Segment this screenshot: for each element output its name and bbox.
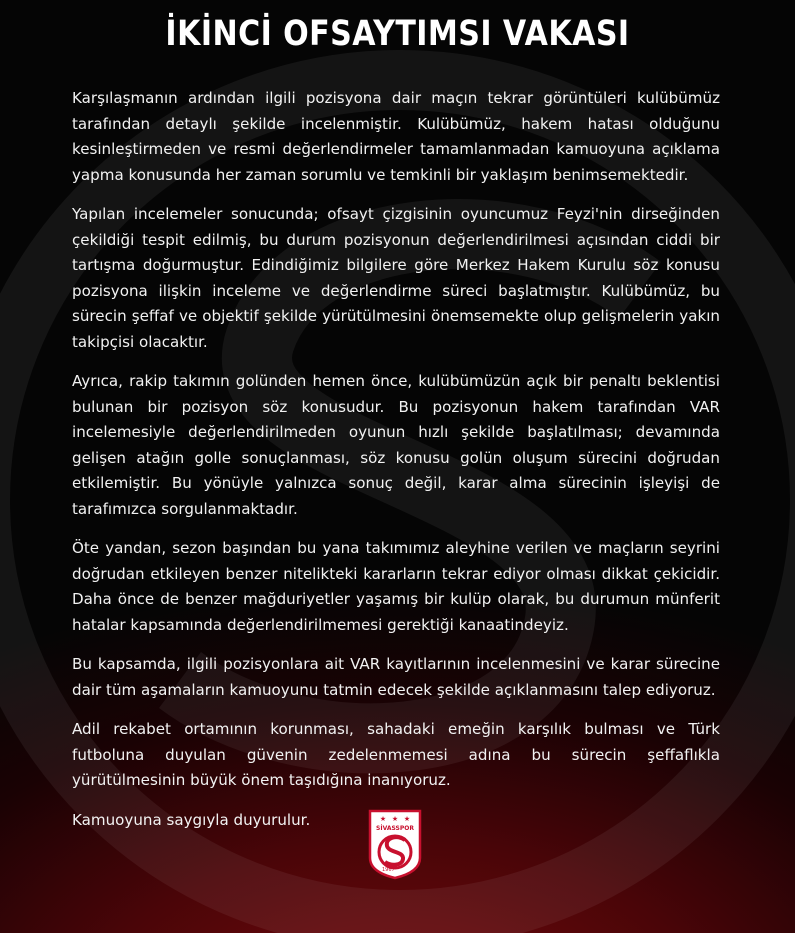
- paragraph: Yapılan incelemeler sonucunda; ofsayt çizgisinin oyuncumuz Feyzi'nin dirseğinden çekildiği tespit edilmiş, bu durum pozisyonun değerlendirilmesi açısından ciddi bir tartışma doğurmuştur. Edindiğimiz bilgilere göre Merkez Hakem Kurulu söz konusu pozisyona ilişkin inceleme ve değerlendirme süreci başlatmıştır. Kulübümüz, bu sürecin şeffaf ve objektif şekilde yürütülmesini önemsemekte olup gelişmelerin yakın takipçisi olacaktır.: [72, 205, 720, 351]
- closing-line: Kamuoyuna saygıyla duyurulur.: [72, 810, 311, 829]
- svg-text:★: ★: [403, 815, 411, 823]
- paragraph: Ayrıca, rakip takımın golünden hemen önce, kulübümüzün açık bir penaltı beklentisi bulunan bir pozisyon söz konusudur. Bu pozisyonun hakem tarafından VAR incelemesiyle değerlendirilmeden oyunun hızlı şekilde başlatılması; devamında gelişen atağın golle sonuçlanması, söz konusu golün oluşum sürecini doğrudan etkilemiştir. Bu yönüyle yalnızca sonuç değil, karar alma sürecinin işleyişi de tarafımızca sorgulanmaktadır.: [72, 372, 720, 518]
- paragraph: Bu kapsamda, ilgili pozisyonlara ait VAR kayıtlarının incelenmesini ve karar sürecine dair tüm aşamaların kamuoyunu tatmin edecek şekilde açıklanmasını talep ediyoruz.: [72, 655, 720, 699]
- paragraph: Karşılaşmanın ardından ilgili pozisyona dair maçın tekrar görüntüleri kulübümüz tarafından detaylı şekilde incelenmiştir. Kulübümüz, hakem hatası olduğunu kesinleştirmeden ve resmi değerlendirmeler tamamlanmadan kamuoyuna açıklama yapma konusunda her zaman sorumlu ve temkinli bir yaklaşım benimsemektedir.: [72, 89, 720, 184]
- paragraph: Adil rekabet ortamının korunması, sahadaki emeğin karşılık bulması ve Türk futboluna duyulan güvenin zedelenmemesi adına bu sürecin şeffaflıkla yürütülmesinin büyük önem taşıdığına inanıyoruz.: [72, 720, 720, 789]
- page-title: İKİNCİ OFSAYTIMSI VAKASI: [165, 14, 630, 54]
- logo-year: 1967: [382, 867, 395, 873]
- paragraph: Öte yandan, sezon başından bu yana takımımız aleyhine verilen ve maçların seyrini doğrudan etkileyen benzer nitelikteki kararların tekrar ediyor olması dikkat çekicidir. Daha önce de benzer mağduriyetler yaşamış bir kulüp olarak, bu durumun münferit hatalar kapsamında değerlendirilmemesi gerektiği kanaatindeyiz.: [72, 539, 720, 634]
- statement-body: [72, 86, 720, 847]
- svg-text:★: ★: [391, 815, 399, 823]
- svg-text:★: ★: [379, 815, 387, 823]
- club-logo: [367, 808, 423, 880]
- logo-club-name: SİVASSPOR: [376, 825, 414, 832]
